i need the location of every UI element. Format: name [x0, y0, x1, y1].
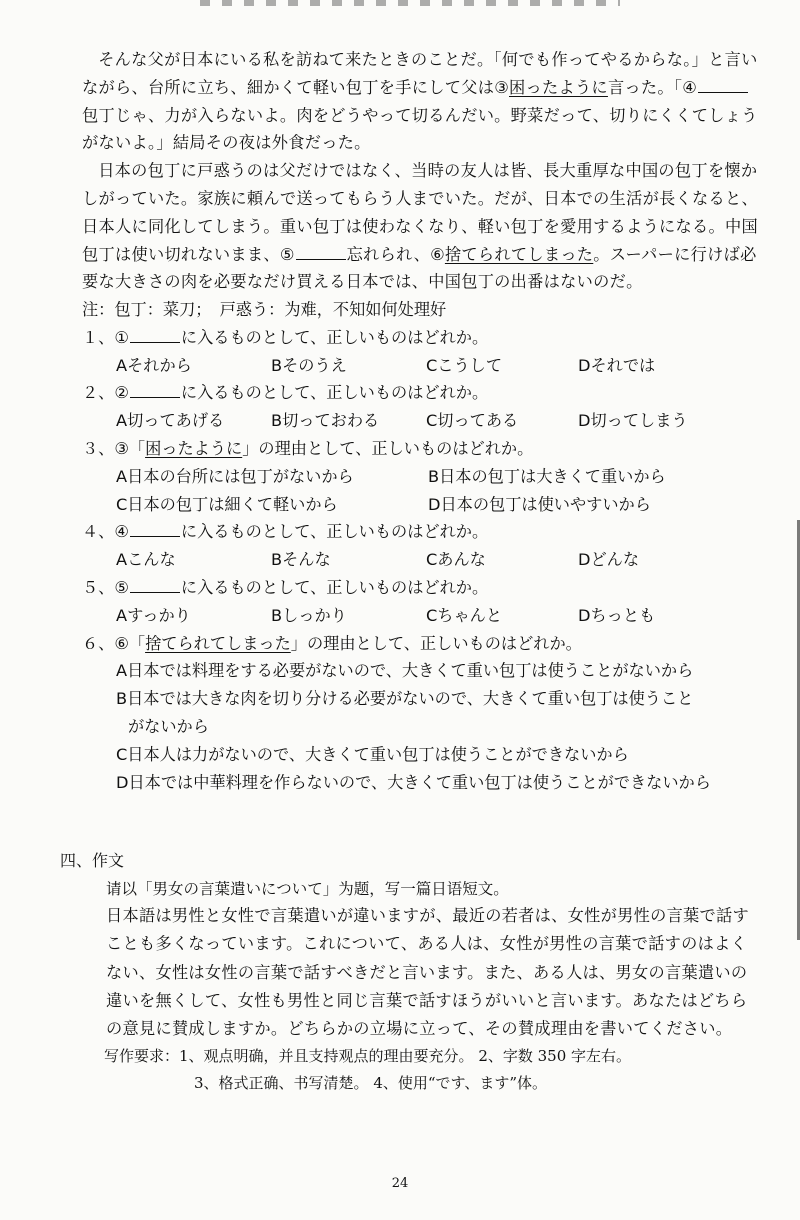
question-5-options	[82, 602, 762, 630]
underlined-phrase-3: 困ったように	[509, 77, 608, 97]
question-text: に入るものとして、正しいものはどれか。	[180, 383, 489, 403]
passage-text: 言った。「	[607, 77, 683, 97]
option-d[interactable]: D切ってしまう	[578, 411, 688, 431]
question-2	[82, 379, 762, 407]
option-b[interactable]: Bそのうえ	[271, 355, 347, 375]
option-d[interactable]: Dそれでは	[578, 355, 656, 375]
essay-instruction: 请以「男女の言葉遣いについて」为题，写一篇日语短文。	[106, 880, 509, 898]
question-6	[82, 630, 762, 658]
blank-4	[698, 77, 748, 93]
question-text: に入るものとして、正しいものはどれか。	[180, 577, 489, 597]
option-a[interactable]: A日本の台所には包丁がないから	[116, 466, 354, 486]
option-c[interactable]: C日本人は力がないので、大きくて重い包丁は使うことができないから	[116, 744, 629, 764]
blank-5	[296, 244, 346, 260]
question-number: ４、	[82, 522, 115, 542]
question-marker: ③「	[114, 438, 146, 458]
marker-4: ④	[682, 77, 698, 97]
question-3-options-row-2	[82, 491, 762, 519]
question-marker: ④	[114, 522, 129, 542]
essay-prompt: 日本語は男性と女性で言葉遣いが違いますが、最近の若者は、女性が男性の言葉で話すことも多くなっています。これについて、ある人は、女性が男性の言葉で話すのはよくない、女性は女性の言葉で話すべきだと言います。また、ある人は、男女の言葉遣いの違いを無くして、女性も男性と同じ言葉で話すほうがいいと言います。あなたはどちらの意見に賛成しますか。どちらかの立場に立って、その賛成理由を書いてください。	[106, 906, 750, 1039]
option-a[interactable]: A日本では料理をする必要がないので、大きくて重い包丁は使うことがないから	[116, 661, 694, 681]
essay-section	[106, 876, 756, 1097]
question-number: ２、	[82, 383, 115, 403]
essay-requirements-line-1: 写作要求：1、观点明确，并且支持观点的理由要充分。 2、字数 350 字左右。	[104, 1047, 632, 1066]
option-a[interactable]: A切ってあげる	[116, 411, 225, 431]
passage-text: そんな父が日本にいる私を訪ねて来たときのことだ。「何でも作ってやるからな。」と言いながら、台所に立ち、細かくて軽い包丁を手にして父は	[82, 50, 758, 97]
option-d[interactable]: Dどんな	[578, 550, 640, 570]
passage-text: 忘れられ、	[346, 244, 431, 264]
question-number: ３、	[82, 438, 115, 458]
question-4	[82, 518, 762, 546]
marker-5: ⑤	[279, 244, 295, 264]
question-2-options	[82, 407, 762, 435]
option-b[interactable]: Bしっかり	[271, 605, 347, 625]
question-1-options	[82, 352, 762, 380]
essay-section-title: 四、作文	[60, 851, 125, 870]
scan-artifact-top	[200, 0, 620, 6]
question-blank	[130, 382, 180, 398]
option-a[interactable]: Aこんな	[116, 550, 176, 570]
reading-section	[82, 46, 762, 796]
question-marker: ②	[114, 383, 129, 403]
option-b-line-2: がないから	[128, 716, 209, 736]
option-a[interactable]: Aそれから	[116, 355, 192, 375]
question-blank	[130, 521, 180, 537]
question-text: に入るものとして、正しいものはどれか。	[180, 327, 489, 347]
marker-6: ⑥	[430, 244, 445, 264]
option-d[interactable]: D日本の包丁は使いやすいから	[428, 494, 651, 514]
option-b[interactable]	[82, 685, 762, 741]
question-text: 」の理由として、正しいものはどれか。	[290, 633, 582, 653]
question-text: に入るものとして、正しいものはどれか。	[180, 522, 489, 542]
question-underlined-phrase: 困ったように	[145, 438, 243, 458]
vocabulary-note: 注：包丁：菜刀； 戸惑う：为难，不知如何处理好	[82, 300, 447, 320]
option-b-line-1: B日本では大きな肉を切り分ける必要がないので、大きくて重い包丁は使うこと	[116, 689, 694, 709]
essay-requirements-line-2: 3、格式正确、书写清楚。 4、使用“です、ます”体。	[194, 1074, 547, 1093]
option-c[interactable]: Cこうして	[426, 355, 503, 375]
question-1	[82, 324, 762, 352]
option-c[interactable]: C日本の包丁は細くて軽いから	[116, 494, 338, 514]
underlined-phrase-6: 捨てられてしまった	[444, 244, 594, 264]
question-5	[82, 574, 762, 602]
question-underlined-phrase: 捨てられてしまった	[145, 633, 291, 653]
question-marker: ⑤	[114, 577, 129, 597]
question-number: ６、	[82, 633, 115, 653]
passage-text: 包丁じゃ、力が入らないよ。肉をどうやって切るんだい。野菜だって、切りにくくてしょうがないよ。」結局その夜は外食だった。	[82, 105, 758, 153]
passage-text: 日本の包丁に戸惑うのは父だけではなく、当時の友人は皆、長大重厚な中国の包丁を懐かしがっていた。家族に頼んで送ってもらう人までいた。だが、日本での生活が長くなると、日本人に同化してしまう。重い包丁は使わなくなり、軽い包丁を愛用するようになる。中国包丁は使い切れないまま、	[82, 161, 758, 264]
question-number: １、	[82, 327, 115, 347]
question-3	[82, 435, 762, 463]
question-3-options-row-1	[82, 463, 762, 491]
option-a[interactable]: Aすっかり	[116, 605, 191, 625]
question-text: 」の理由として、正しいものはどれか。	[242, 438, 534, 458]
option-d[interactable]: Dちっとも	[578, 605, 656, 625]
option-c[interactable]: Cあんな	[426, 550, 486, 570]
option-b[interactable]: B切っておわる	[271, 411, 380, 431]
question-blank	[130, 327, 180, 343]
option-c[interactable]: C切ってある	[426, 411, 519, 431]
passage-paragraph-1	[82, 46, 762, 157]
question-number: ５、	[82, 577, 115, 597]
option-d[interactable]: D日本では中華料理を作らないので、大きくて重い包丁は使うことができないから	[116, 772, 711, 792]
option-b[interactable]: B日本の包丁は大きくて重いから	[428, 466, 666, 486]
option-c[interactable]: Cちゃんと	[426, 605, 503, 625]
question-4-options	[82, 546, 762, 574]
question-marker: ①	[114, 327, 129, 347]
question-marker: ⑥「	[114, 633, 146, 653]
option-b[interactable]: Bそんな	[271, 550, 331, 570]
question-blank	[130, 577, 180, 593]
marker-3: ③	[494, 77, 509, 97]
passage-text: 。スーパーに行けば必要な大きさの肉を必要なだけ買える日本では、中国包丁の出番はないのだ。	[82, 244, 757, 292]
page-number: 24	[391, 1176, 409, 1191]
passage-paragraph-2	[82, 157, 762, 296]
